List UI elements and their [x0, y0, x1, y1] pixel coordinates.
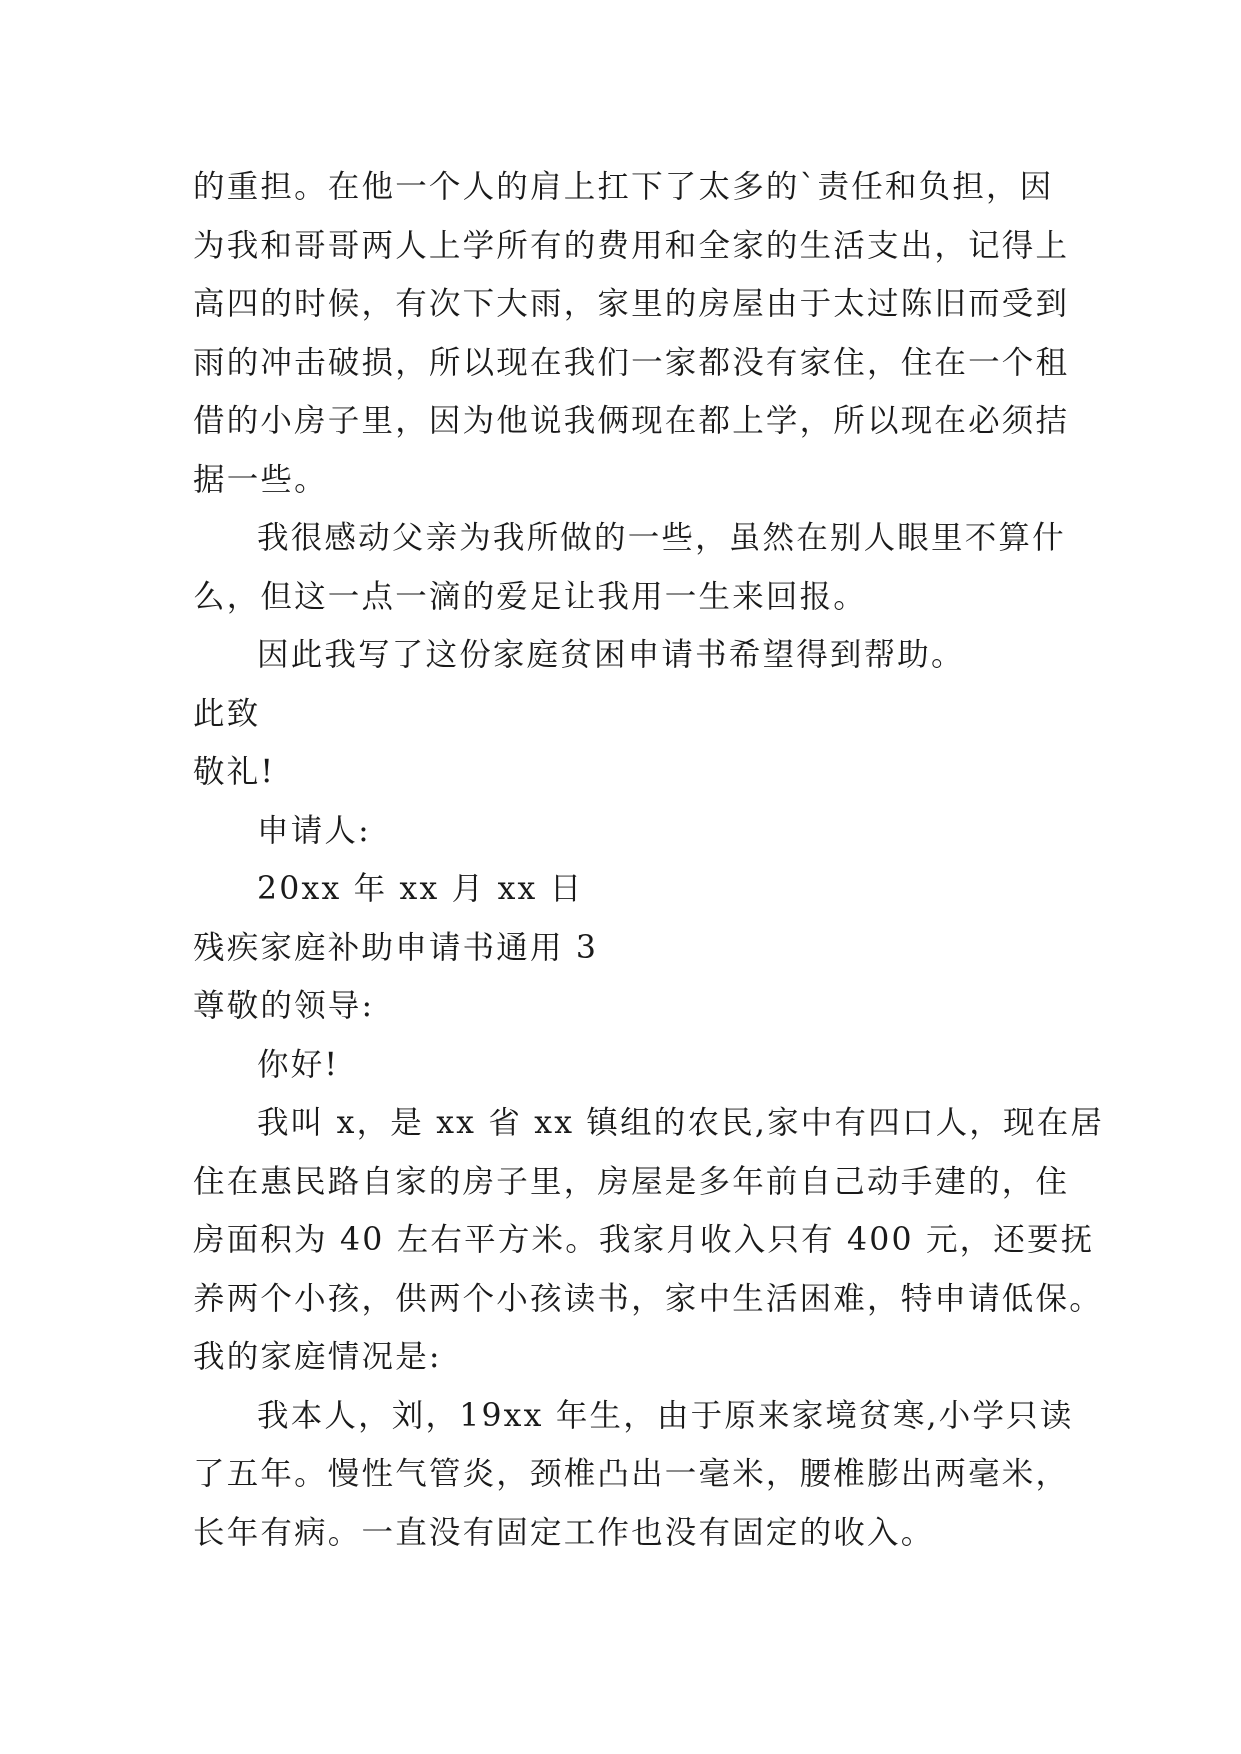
text-line: 住在惠民路自家的房子里，房屋是多年前自己动手建的，住	[193, 1163, 1070, 1200]
document-body	[193, 158, 1105, 1562]
text-line: 借的小房子里，因为他说我俩现在都上学，所以现在必须拮	[193, 403, 1070, 439]
paragraph-start: 我叫 x，是 xx 省 xx 镇组的农民,家中有四口人，现在居	[257, 1105, 1105, 1141]
text-line: 养两个小孩，供两个小孩读书，家中生活困难，特申请低保。	[193, 1280, 1103, 1317]
text-line: 长年有病。一直没有固定工作也没有固定的收入。	[193, 1514, 935, 1551]
text-line: 房面积为 40 左右平方米。我家月收入只有 400 元，还要抚	[193, 1222, 1095, 1258]
greeting-recipient: 尊敬的领导:	[193, 988, 375, 1024]
section-title: 残疾家庭补助申请书通用 3	[193, 929, 599, 966]
text-line: 雨的冲击破损，所以现在我们一家都没有家住，住在一个租	[193, 344, 1070, 381]
applicant-label: 申请人:	[257, 812, 371, 849]
text-line: 么，但这一点一滴的爱足让我用一生来回报。	[193, 578, 868, 615]
paragraph-start: 我很感动父亲为我所做的一些，虽然在别人眼里不算什	[257, 520, 1066, 556]
paragraph-start: 我本人，刘，19xx 年生，由于原来家境贫寒,小学只读	[257, 1397, 1074, 1434]
text-line: 据一些。	[193, 461, 328, 498]
text-line: 为我和哥哥两人上学所有的费用和全家的生活支出，记得上	[193, 227, 1070, 264]
text-line: 的重担。在他一个人的肩上扛下了太多的`责任和负担，因	[193, 169, 1054, 205]
text-line: 了五年。慢性气管炎，颈椎凸出一毫米，腰椎膨出两毫米，	[193, 1456, 1070, 1492]
text-line: 我的家庭情况是:	[193, 1339, 442, 1375]
greeting: 你好!	[257, 1046, 340, 1083]
paragraph-start: 因此我写了这份家庭贫困申请书希望得到帮助。	[257, 637, 965, 673]
closing-regards: 敬礼!	[193, 754, 276, 790]
text-line: 高四的时候，有次下大雨，家里的房屋由于太过陈旧而受到	[193, 286, 1070, 322]
closing-salutation: 此致	[193, 695, 261, 732]
date-line: 20xx 年 xx 月 xx 日	[257, 871, 584, 907]
